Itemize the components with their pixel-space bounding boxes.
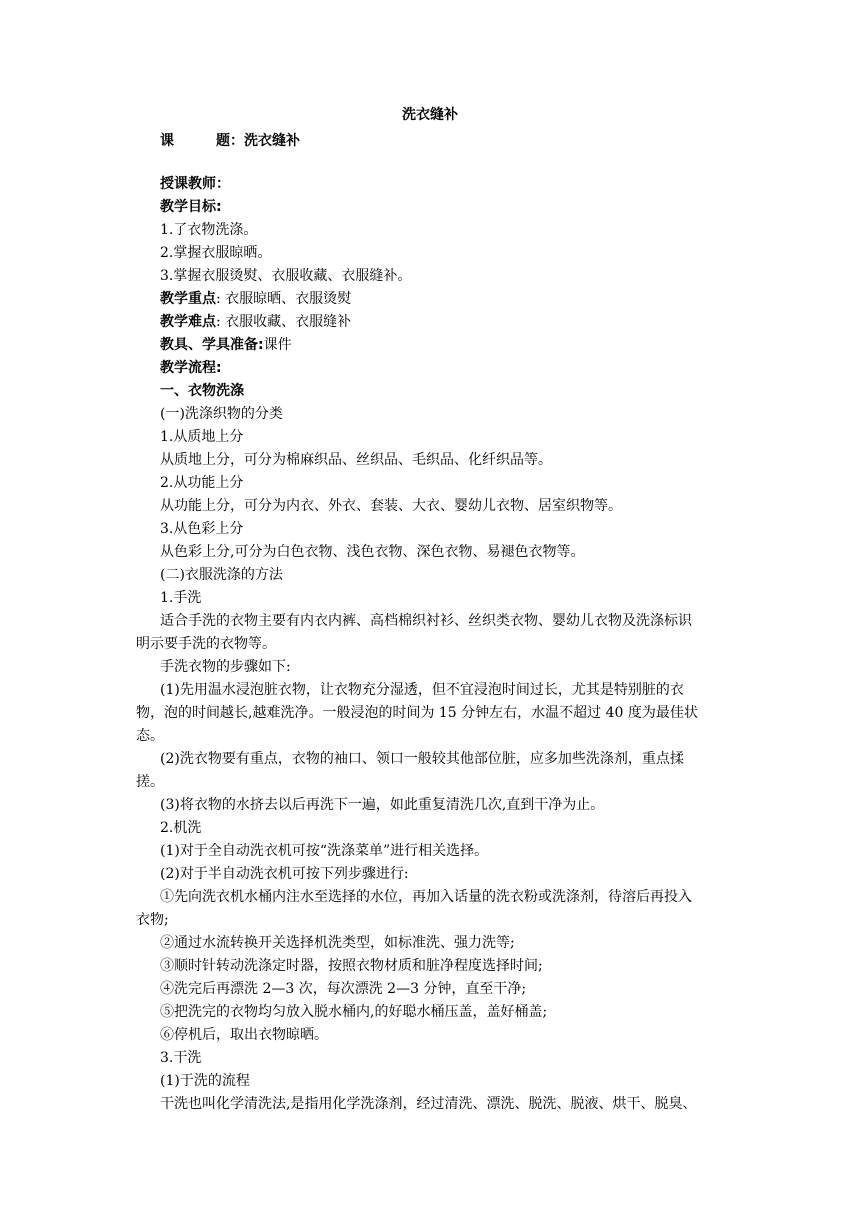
- paragraph-line: ①先向洗衣机水桶内注水至选择的水位，再加入话量的洗衣粉或洗涤剂，待溶后再投入: [160, 889, 692, 905]
- course-topic-text: 题：洗衣缝补: [216, 133, 300, 149]
- focus-label: 教学重点: [160, 291, 216, 307]
- difficulty-line: [160, 311, 760, 334]
- section-heading: 一、衣物洗涤: [160, 383, 244, 399]
- goal-item: 1.了衣物洗涤。: [160, 222, 258, 238]
- paragraph-line: (2)洗衣物要有重点，衣物的袖口、领口一般较其他部位脏，应多加些洗涤剂，重点揉: [160, 751, 684, 767]
- paragraph-line: 干洗也叫化学清洗法,是指用化学洗涤剂，经过清洗、漂洗、脱洗、脱液、烘干、脱臭、: [160, 1096, 697, 1112]
- tools-line: [160, 334, 760, 357]
- paragraph-line: 3.从色彩上分: [160, 521, 244, 537]
- paragraph-line: (1)先用温水浸泡脏衣物，让衣物充分湿透，但不宜浸泡时间过长，尤其是特别脏的衣: [160, 682, 684, 698]
- difficulty-label: 教学难点: [160, 314, 216, 330]
- tools-label: 教具、学具准备:: [160, 337, 264, 353]
- paragraph-line: ⑤把洗完的衣物均匀放入脱水桶内,的好聪水桶压盖，盖好桶盖;: [160, 1004, 548, 1020]
- difficulty-text: : 衣服收藏、衣服缝补: [216, 314, 352, 330]
- course-label: 课: [160, 133, 174, 149]
- paragraph-line: 2.机洗: [160, 820, 202, 836]
- teacher-label: 授课教师：: [160, 176, 230, 192]
- paragraph-line: (2)对于半自动洗衣机可按下列步骤进行:: [160, 866, 409, 882]
- goal-item: 2.掌握衣服晾晒。: [160, 245, 272, 261]
- paragraph-line: 从功能上分，可分为内衣、外衣、套装、大衣、婴幼儿衣物、居室织物等。: [160, 498, 622, 514]
- paragraph-line: 1.从质地上分: [160, 429, 244, 445]
- goal-item: 3.掌握衣服烫熨、衣服收藏、衣服缝补。: [160, 268, 412, 284]
- paragraph-line: (1)于洗的流程: [160, 1073, 250, 1089]
- tools-text: 课件: [263, 337, 292, 353]
- paragraph-line: 适合手洗的衣物主要有内衣内裤、高档棉织衬衫、丝织类衣物、婴幼儿衣物及洗涤标识: [160, 613, 692, 629]
- paragraph-line: 手洗衣物的步骤如下:: [160, 659, 291, 675]
- goal-heading: 教学目标:: [160, 199, 222, 215]
- focus-line: [160, 288, 760, 311]
- paragraph-line: 搓。: [136, 774, 164, 790]
- paragraph-line: ③顺时针转动洗涤定时器，按照衣物材质和脏净程度选择时间;: [160, 958, 543, 974]
- paragraph-line: (二)衣服洗涤的方法: [160, 567, 283, 583]
- flow-heading: 教学流程:: [160, 360, 222, 376]
- paragraph-line: 1.手洗: [160, 590, 202, 606]
- focus-text: : 衣服晾晒、衣服烫熨: [216, 291, 352, 307]
- paragraph-line: 物，泡的时间越长,越难洗净。一般浸泡的时间为 15 分钟左右，水温不超过 40 度为最佳状: [136, 705, 698, 721]
- paragraph-line: 态。: [136, 728, 164, 744]
- paragraph-line: (3)将衣物的水挤去以后再洗下一遍，如此重复清洗几次,直到干净为止。: [160, 797, 605, 813]
- paragraph-line: 从色彩上分,可分为白色衣物、浅色衣物、深色衣物、易褪色衣物等。: [160, 544, 585, 560]
- paragraph-line: 从质地上分，可分为棉麻织品、丝织品、毛织品、化纤织品等。: [160, 452, 552, 468]
- paragraph-line: ⑥停机后，取出衣物晾晒。: [160, 1027, 328, 1043]
- paragraph-line: ④洗完后再漂洗 2—3 次，每次漂洗 2—3 分钟，直至干净;: [160, 981, 527, 997]
- course-topic: [160, 130, 300, 150]
- paragraph-line: 明示要手洗的衣物等。: [136, 636, 276, 652]
- paragraph-line: (一)洗涤织物的分类: [160, 406, 283, 422]
- paragraph-line: 衣物;: [136, 912, 169, 928]
- paragraph-line: ②通过水流转换开关选择机洗类型，如标准洗、强力洗等;: [160, 935, 515, 951]
- document-title: 洗衣缝补: [402, 107, 458, 123]
- paragraph-line: 3.干洗: [160, 1050, 202, 1066]
- paragraph-line: 2.从功能上分: [160, 475, 244, 491]
- paragraph-line: (1)对于全自动洗衣机可按“洗涤菜单”进行相关选择。: [160, 843, 489, 859]
